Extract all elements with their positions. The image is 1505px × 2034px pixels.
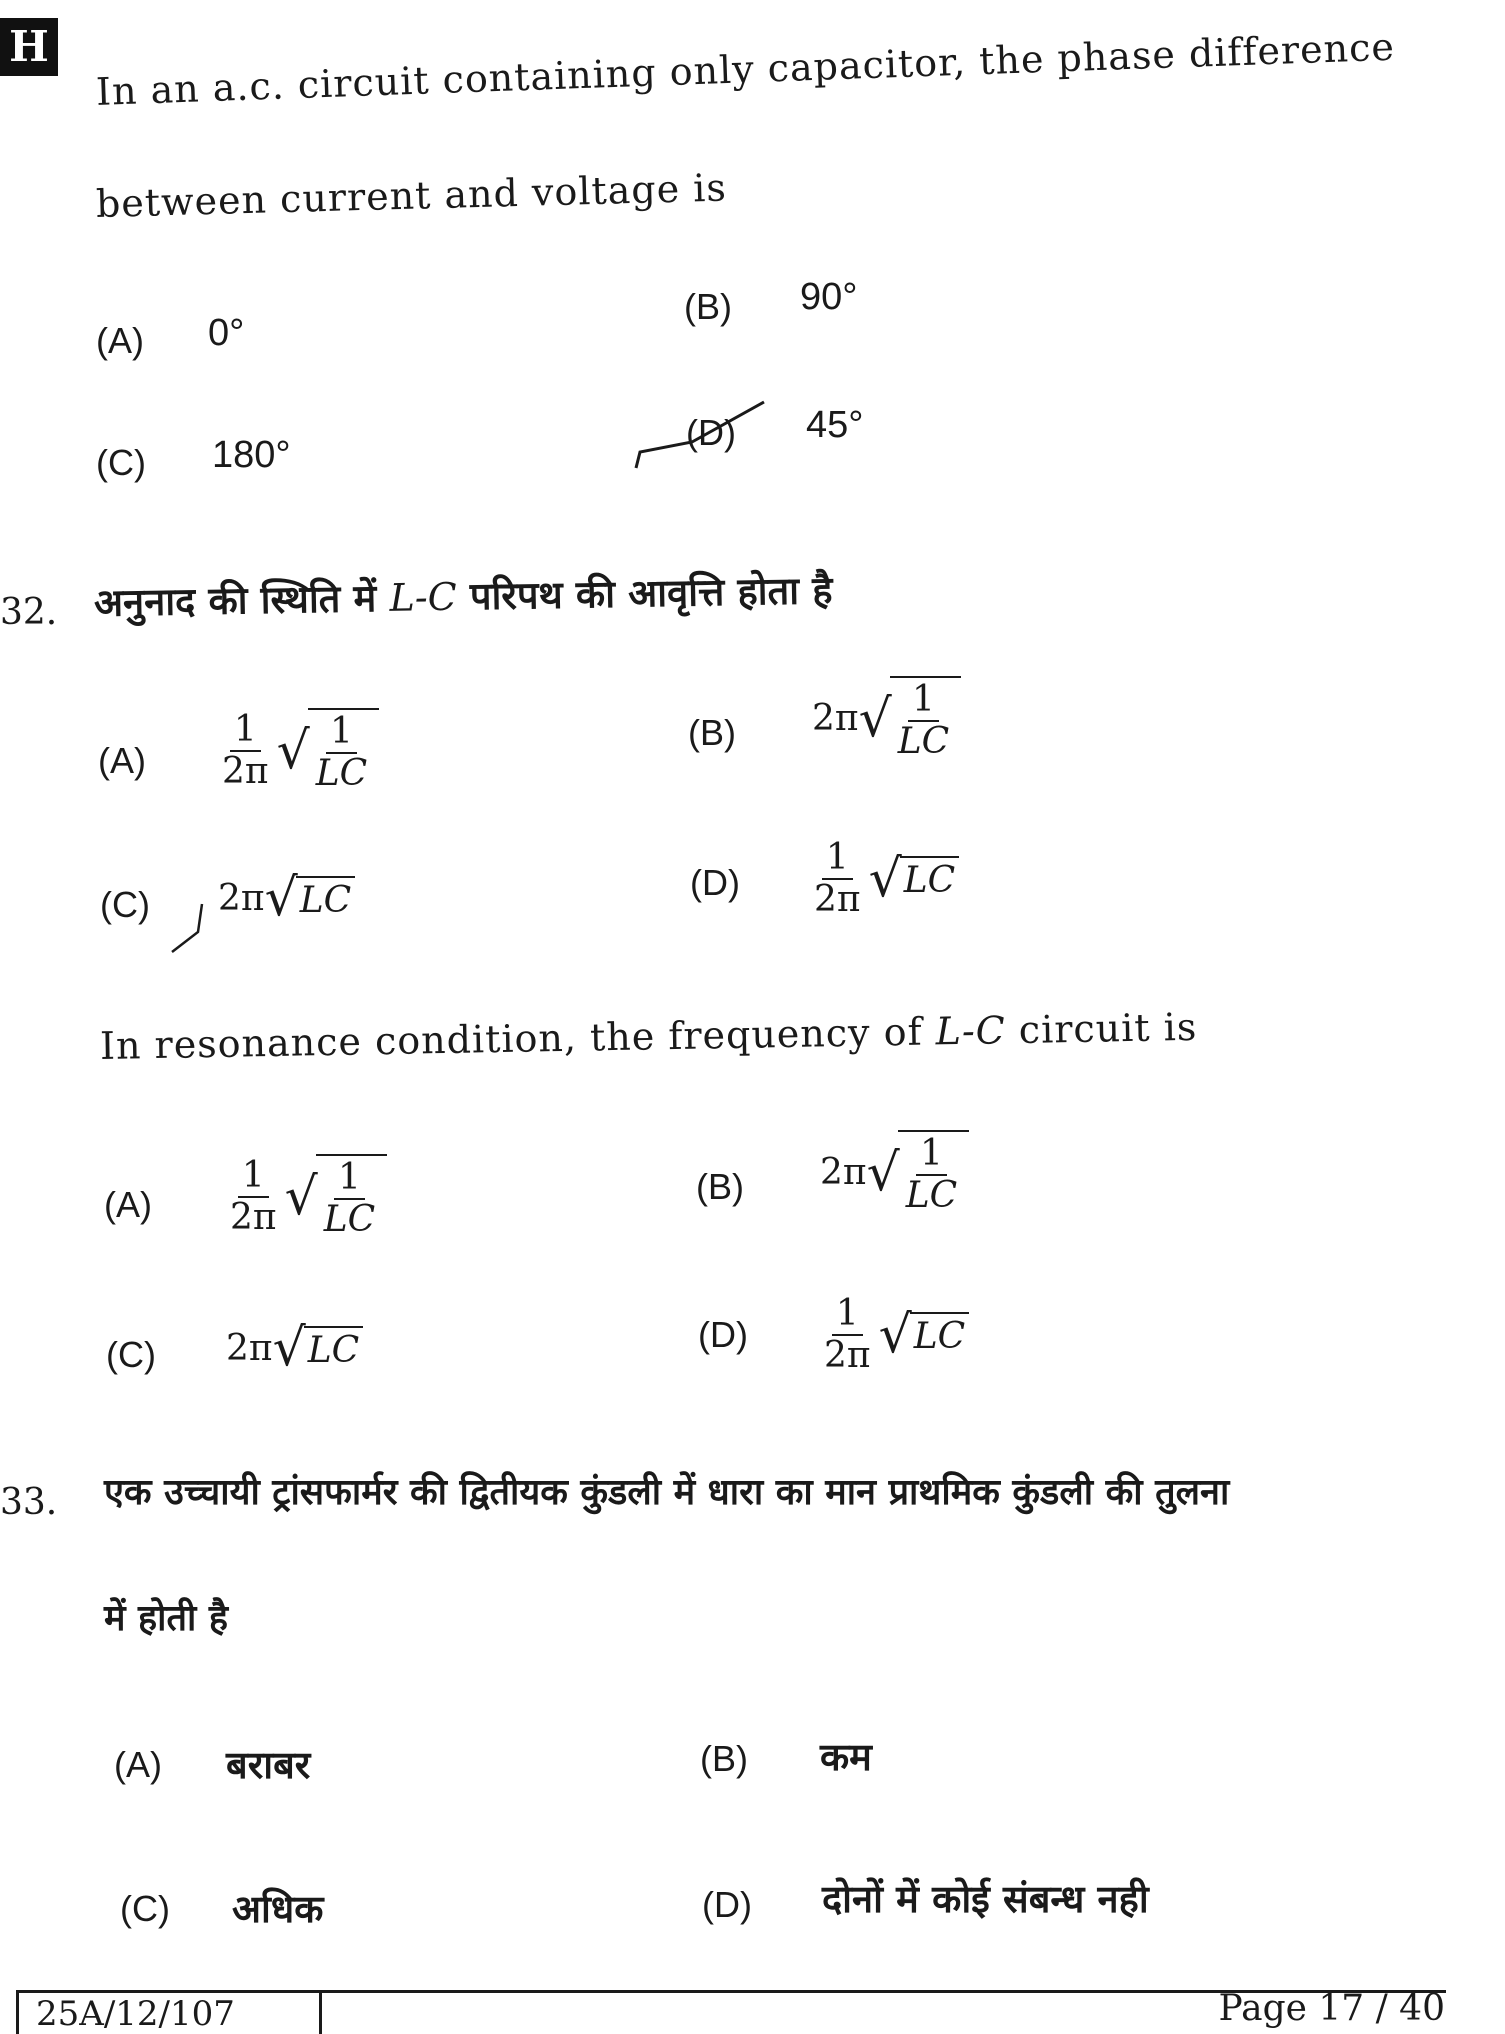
two-pi: 2π xyxy=(820,1152,867,1194)
q33-option-c-value: अधिक xyxy=(232,1887,324,1931)
frac-numerator: 1 xyxy=(832,1294,863,1336)
q33-option-d-value: दोनों में कोई संबन्ध नही xyxy=(822,1877,1149,1921)
q32-english-pre: In resonance condition, the frequency of xyxy=(99,1009,936,1068)
frac-numerator: 1 xyxy=(230,710,261,752)
pen-strike-mark xyxy=(632,396,772,476)
frac-numerator: 1 xyxy=(326,712,357,754)
q32h-option-a-label: (A) xyxy=(98,740,146,781)
q32e-option-b-formula xyxy=(820,1130,969,1215)
paper-code: 25A/12/107 xyxy=(36,1994,235,2034)
q32h-option-b-formula xyxy=(812,676,961,761)
frac-numerator: 1 xyxy=(916,1134,947,1176)
q32-hindi-text xyxy=(94,563,833,628)
q33-option-c-label: (C) xyxy=(120,1888,170,1929)
q33-text-line2: में होती है xyxy=(104,1598,228,1639)
q32h-option-d-label: (D) xyxy=(690,862,740,903)
frac-denominator: 2π xyxy=(230,1196,277,1238)
frac-numerator: 1 xyxy=(238,1156,269,1198)
radicand: LC xyxy=(296,876,355,921)
q31-option-a-label: (A) xyxy=(96,320,144,361)
q31-option-c-label: (C) xyxy=(96,442,146,483)
q33-text-line1: एक उच्चायी ट्रांसफार्मर की द्वितीयक कुंडली में धारा का मान प्राथमिक कुंडली की तुलना xyxy=(104,1472,1230,1513)
q31-option-a-value: 0° xyxy=(208,312,245,354)
q33-option-d-label: (D) xyxy=(702,1884,752,1925)
q33-number: 33. xyxy=(0,1482,58,1523)
q32-english-text xyxy=(100,1005,1198,1068)
frac-numerator: 1 xyxy=(334,1158,365,1200)
q33-option-b-value: कम xyxy=(820,1735,872,1779)
radical-sign: √ xyxy=(284,1166,318,1227)
q33-option-b-label: (B) xyxy=(700,1738,748,1779)
page-number: Page 17 / 40 xyxy=(1218,1988,1445,2029)
q31-option-c-value: 180° xyxy=(212,434,291,476)
radical-sign: √ xyxy=(264,868,298,928)
q32h-option-d-formula xyxy=(810,838,959,919)
q32-hindi-post: परिपथ की आवृत्ति होता है xyxy=(456,568,833,619)
two-pi: 2π xyxy=(812,698,859,740)
q32-english-post: circuit is xyxy=(1005,1004,1198,1053)
frac-denominator: 2π xyxy=(222,750,269,792)
frac-denominator: 2π xyxy=(814,878,861,920)
q32-hindi-pre: अनुनाद की स्थिति में xyxy=(93,575,390,625)
q32e-option-a-label: (A) xyxy=(104,1184,152,1225)
radical-sign: √ xyxy=(858,688,892,749)
q31-option-b-label: (B) xyxy=(684,286,732,327)
radical-sign: √ xyxy=(276,720,310,781)
q32h-option-c-formula xyxy=(218,868,355,928)
q32h-option-c-label: (C) xyxy=(100,884,150,925)
q32e-option-c-formula xyxy=(226,1318,363,1378)
q31-text-line1: In an a.c. circuit containing only capacitor, the phase difference xyxy=(95,24,1396,114)
two-pi: 2π xyxy=(218,877,265,919)
q32h-option-a-formula xyxy=(218,708,379,793)
q32-number: 32. xyxy=(0,592,58,633)
q32e-option-b-label: (B) xyxy=(696,1166,744,1207)
q32-hindi-var: L-C xyxy=(389,574,458,620)
radical-sign: √ xyxy=(868,848,902,909)
pen-tick-mark xyxy=(166,900,216,960)
radicand: LC xyxy=(900,856,959,901)
q32e-option-d-label: (D) xyxy=(698,1314,748,1355)
q32e-option-d-formula xyxy=(820,1294,969,1375)
q31-option-d-label: (D) xyxy=(686,412,736,453)
q31-text-line2: between current and voltage is xyxy=(95,165,728,226)
radical-sign: √ xyxy=(878,1304,912,1365)
frac-denominator: LC xyxy=(315,752,368,794)
q33-option-a-value: बराबर xyxy=(226,1743,311,1787)
q32e-option-a-formula xyxy=(226,1154,387,1239)
frac-denominator: LC xyxy=(905,1174,958,1216)
frac-numerator: 1 xyxy=(822,838,853,880)
q32e-option-c-label: (C) xyxy=(106,1334,156,1375)
q31-option-d-value: 45° xyxy=(806,404,864,446)
radicand: LC xyxy=(910,1312,969,1357)
radical-sign: √ xyxy=(272,1318,306,1378)
frac-numerator: 1 xyxy=(908,680,939,722)
frac-denominator: 2π xyxy=(824,1334,871,1376)
two-pi: 2π xyxy=(226,1327,273,1369)
section-badge: H xyxy=(0,18,58,76)
radicand: LC xyxy=(304,1326,363,1371)
radical-sign: √ xyxy=(866,1142,900,1203)
q31-option-b-value: 90° xyxy=(800,276,858,318)
q32-english-var: L-C xyxy=(935,1008,1007,1054)
frac-denominator: LC xyxy=(323,1198,376,1240)
q32h-option-b-label: (B) xyxy=(688,712,736,753)
frac-denominator: LC xyxy=(897,720,950,762)
q33-option-a-label: (A) xyxy=(114,1744,162,1785)
